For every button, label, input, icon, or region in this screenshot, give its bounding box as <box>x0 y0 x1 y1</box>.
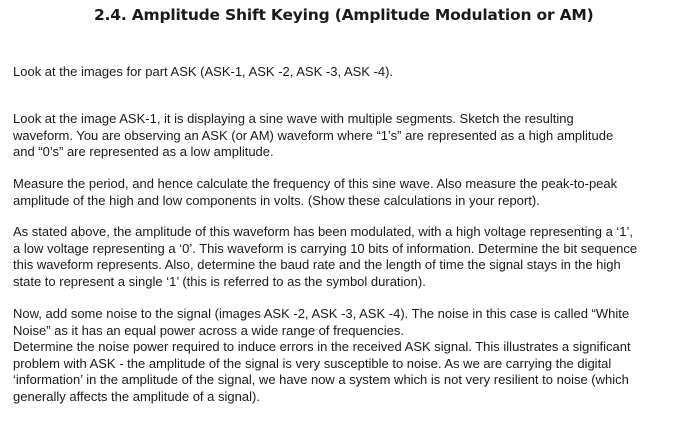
text-line: this waveform represents. Also, determine the baud rate and the length of time the signal stays in the high <box>13 257 621 272</box>
text-line: As stated above, the amplitude of this waveform has been modulated, with a high voltage representing a ‘1’, <box>13 224 634 239</box>
text-line: state to represent a single ‘1’ (this is referred to as the symbol duration). <box>13 273 426 289</box>
text-line: and “0’s” are represented as a low amplitude. <box>13 144 274 159</box>
text-line: Look at the image ASK-1, it is displaying a sine wave with multiple segments. Sketch the resulting <box>13 111 574 126</box>
text-line: Measure the period, and hence calculate the frequency of this sine wave. Also measure the peak-to-peak <box>13 176 618 191</box>
text-line: Determine the noise power required to induce errors in the received ASK signal. This illustrates a significant <box>13 339 631 354</box>
paragraph-noise <box>13 306 700 405</box>
text-line: amplitude of the high and low components in volts. (Show these calculations in your report). <box>13 192 540 208</box>
section-heading: 2.4. Amplitude Shift Keying (Amplitude Modulation or AM) <box>94 6 594 24</box>
paragraph-ask1-description <box>13 111 700 161</box>
text-line: a low voltage representing a ‘0’. This waveform is carrying 10 bits of information. Determine the bit sequence <box>13 240 638 256</box>
text-line: ‘information’ in the amplitude of the signal, we have now a system which is not very resilient to noise (which <box>13 372 629 387</box>
paragraph-modulation-bits <box>13 224 700 290</box>
paragraph-measure-period <box>13 176 700 209</box>
text-line: Look at the images for part ASK (ASK-1, ASK -2, ASK -3, ASK -4). <box>13 64 394 79</box>
paragraph-intro <box>13 64 700 81</box>
text-line: problem with ASK - the amplitude of the signal is very susceptible to noise. As we are carrying the digital <box>13 355 612 371</box>
text-line: generally affects the amplitude of a signal). <box>13 388 260 404</box>
text-line: waveform. You are observing an ASK (or AM) waveform where “1’s” are represented as a high amplitude <box>13 127 614 143</box>
text-line: Noise” as it has an equal power across a wide range of frequencies. <box>13 322 404 338</box>
text-line: Now, add some noise to the signal (images ASK -2, ASK -3, ASK -4). The noise in this case is called “White <box>13 306 630 321</box>
